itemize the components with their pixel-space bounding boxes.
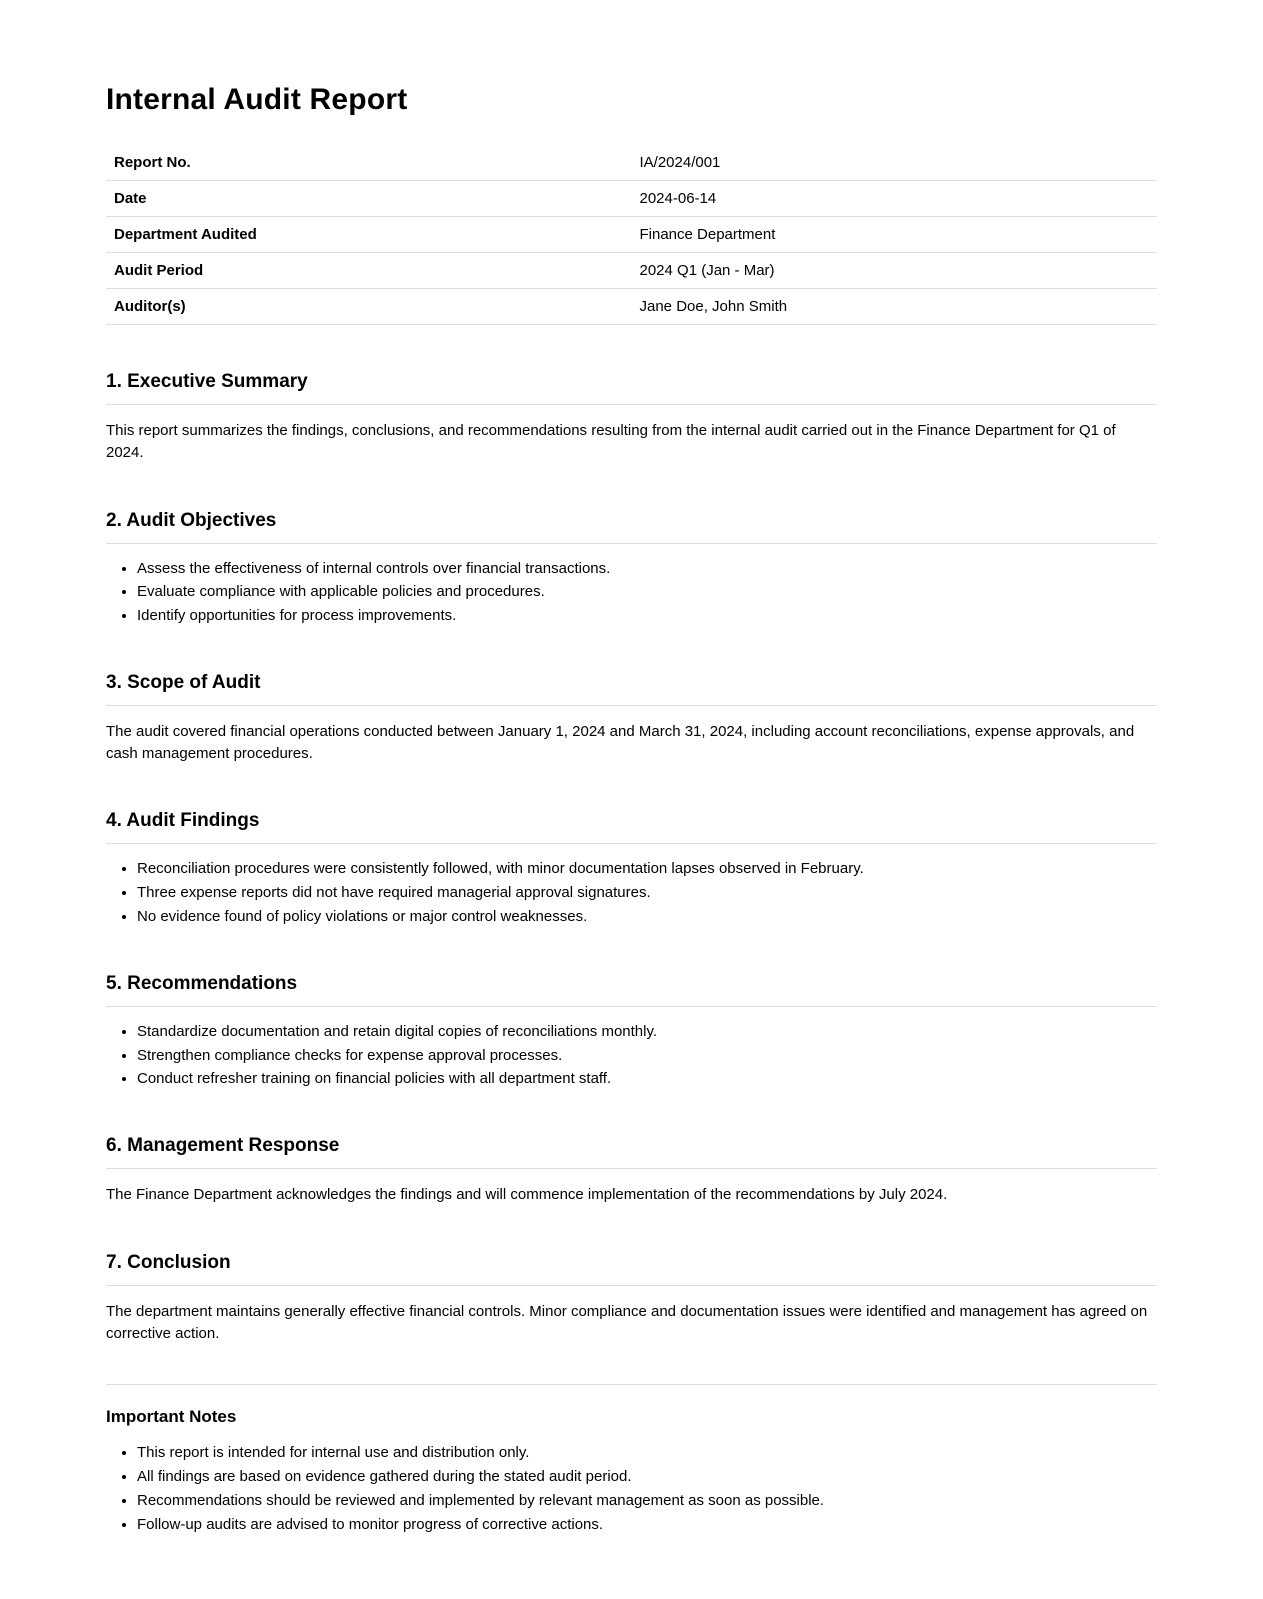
meta-value-date: 2024-06-14: [632, 181, 1158, 217]
section-heading-recommendations: 5. Recommendations: [106, 973, 1157, 1007]
section-scope-of-audit: [106, 672, 1157, 765]
meta-table: [106, 145, 1157, 325]
table-row-report-no: [106, 145, 1157, 181]
list-item: • Evaluate compliance with applicable policies and procedures.: [137, 582, 1157, 602]
table-row-auditors: [106, 289, 1157, 325]
list-item: • Identify opportunities for process improvements.: [137, 606, 1157, 626]
section-heading-scope-of-audit: 3. Scope of Audit: [106, 672, 1157, 706]
page-title: Internal Audit Report: [106, 83, 408, 116]
meta-label-department: Department Audited: [106, 217, 632, 253]
meta-value-department: Finance Department: [632, 217, 1158, 253]
section-conclusion: [106, 1252, 1157, 1345]
section-executive-summary: [106, 371, 1157, 464]
list-item: • All findings are based on evidence gathered during the stated audit period.: [137, 1467, 1157, 1487]
important-notes-list: [106, 1443, 1157, 1534]
list-item: • Recommendations should be reviewed and implemented by relevant management as soon as possible.: [137, 1491, 1157, 1511]
meta-label-audit-period: Audit Period: [106, 253, 632, 289]
meta-label-report-no: Report No.: [106, 145, 632, 181]
section-audit-objectives: [106, 510, 1157, 626]
list-item: • Standardize documentation and retain digital copies of reconciliations monthly.: [137, 1022, 1157, 1042]
section-recommendations: [106, 973, 1157, 1089]
section-important-notes: [106, 1407, 1157, 1534]
section-management-response: [106, 1135, 1157, 1206]
list-item: • Assess the effectiveness of internal controls over financial transactions.: [137, 559, 1157, 579]
recommendations-list: [106, 1022, 1157, 1089]
list-item: • Three expense reports did not have required managerial approval signatures.: [137, 883, 1157, 903]
table-row-department: [106, 217, 1157, 253]
section-heading-audit-findings: 4. Audit Findings: [106, 810, 1157, 844]
section-paragraph-scope-of-audit: The audit covered financial operations conducted between January 1, 2024 and March 31, 2024, including account reconciliations, expense approvals, and cash management procedures.: [106, 722, 1135, 762]
list-item: • Conduct refresher training on financial policies with all department staff.: [137, 1069, 1157, 1089]
meta-value-auditors: Jane Doe, John Smith: [632, 289, 1158, 325]
list-item: • Strengthen compliance checks for expense approval processes.: [137, 1046, 1157, 1066]
section-heading-management-response: 6. Management Response: [106, 1135, 1157, 1169]
list-item: • This report is intended for internal use and distribution only.: [137, 1443, 1157, 1463]
table-row-audit-period: [106, 253, 1157, 289]
meta-label-auditors: Auditor(s): [106, 289, 632, 325]
notes-divider: [106, 1384, 1157, 1385]
meta-value-audit-period: 2024 Q1 (Jan - Mar): [632, 253, 1158, 289]
audit-findings-list: [106, 859, 1157, 926]
section-paragraph-executive-summary: This report summarizes the findings, conclusions, and recommendations resulting from the internal audit carried out in the Finance Department for Q1 of 2024.: [106, 422, 1116, 461]
section-heading-conclusion: 7. Conclusion: [106, 1252, 1157, 1286]
list-item: • Follow-up audits are advised to monitor progress of corrective actions.: [137, 1515, 1157, 1535]
table-row-date: [106, 181, 1157, 217]
audit-objectives-list: [106, 559, 1157, 626]
section-paragraph-management-response: The Finance Department acknowledges the findings and will commence implementation of the recommendations by July 2024.: [106, 1186, 948, 1204]
meta-label-date: Date: [106, 181, 632, 217]
section-heading-audit-objectives: 2. Audit Objectives: [106, 510, 1157, 544]
section-paragraph-conclusion: The department maintains generally effective financial controls. Minor compliance and documentation issues were identified and management has agreed on corrective action.: [106, 1302, 1148, 1342]
section-audit-findings: [106, 810, 1157, 926]
list-item: • No evidence found of policy violations or major control weaknesses.: [137, 907, 1157, 927]
list-item: • Reconciliation procedures were consistently followed, with minor documentation lapses observed in February.: [137, 859, 1157, 879]
section-heading-executive-summary: 1. Executive Summary: [106, 371, 1157, 405]
notes-heading: Important Notes: [106, 1407, 237, 1427]
meta-value-report-no: IA/2024/001: [632, 145, 1158, 181]
